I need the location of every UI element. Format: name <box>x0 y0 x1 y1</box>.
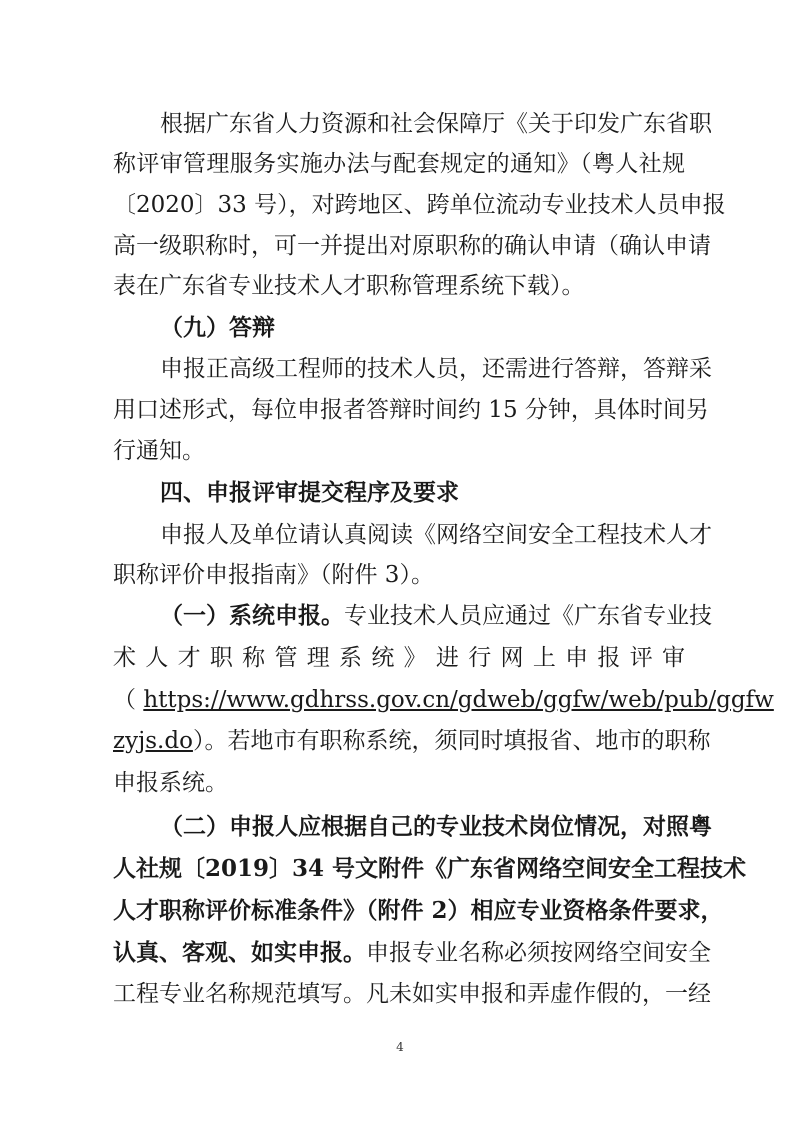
para1-line3: 〔2020〕33 号），对跨地区、跨单位流动专业技术人员申报 <box>113 192 726 218</box>
para4-line3 <box>113 683 774 717</box>
para1-line5: 表在广东省专业技术人才职称管理系统下载）。 <box>113 273 585 299</box>
page-number: 4 <box>396 1040 404 1054</box>
para1-line2: 称评审管理服务实施办法与配套规定的通知》（粤人社规 <box>113 151 685 177</box>
para5-line3: 人才职称评价标准条件》（附件 2）相应专业资格条件要求， <box>113 897 724 924</box>
para5-bold-phrase: 认真、客观、如实申报。 <box>113 939 366 966</box>
para4-line4 <box>113 724 711 758</box>
para2-line3: 行通知。 <box>113 438 205 464</box>
para5-line4-rest: 申报专业名称必须按网络空间安全 <box>366 940 711 966</box>
para5-line2: 人社规〔2019〕34 号文附件《广东省网络空间安全工程技术 <box>113 855 747 882</box>
para4-open-paren: （ <box>113 687 144 713</box>
para5-line4 <box>113 936 711 970</box>
para3-line2: 职称评价申报指南》（附件 3）。 <box>113 562 434 588</box>
para5-line5: 工程专业名称规范填写。凡未如实申报和弄虚作假的，一经 <box>113 981 711 1007</box>
para1-line4: 高一级职称时，可一并提出对原职称的确认申请（确认申请 <box>113 233 711 259</box>
para1-line1: 根据广东省人力资源和社会保障厅《关于印发广东省职 <box>160 111 712 137</box>
para4-line2: 术 人 才 职 称 管 理 系 统 》 进 行 网 上 申 报 评 审 <box>113 645 685 671</box>
para4-bold-lead: （一）系统申报。 <box>160 602 344 629</box>
para2-line2: 用口述形式，每位申报者答辩时间约 15 分钟，具体时间另 <box>113 397 709 423</box>
section-heading-4: 四、申报评审提交程序及要求 <box>160 479 459 506</box>
system-url-link[interactable]: https://www.gdhrss.gov.cn/gdweb/ggfw/web/pub/ggfw <box>143 687 774 713</box>
para2-line1: 申报正高级工程师的技术人员，还需进行答辩，答辩采 <box>160 356 712 382</box>
para4-line1-rest: 专业技术人员应通过《广东省专业技 <box>344 603 712 629</box>
para3-line1: 申报人及单位请认真阅读《网络空间安全工程技术人才 <box>160 522 712 548</box>
para5-line1: （二）申报人应根据自己的专业技术岗位情况，对照粤 <box>160 813 712 840</box>
para4-line1 <box>160 599 712 633</box>
section-heading-9: （九）答辩 <box>160 314 275 341</box>
para4-line4-rest: ）。若地市有职称系统，须同时填报省、地市的职称 <box>192 728 711 754</box>
para4-line5: 申报系统。 <box>113 770 228 796</box>
system-url-link-cont[interactable]: zyjs.do <box>113 728 193 754</box>
